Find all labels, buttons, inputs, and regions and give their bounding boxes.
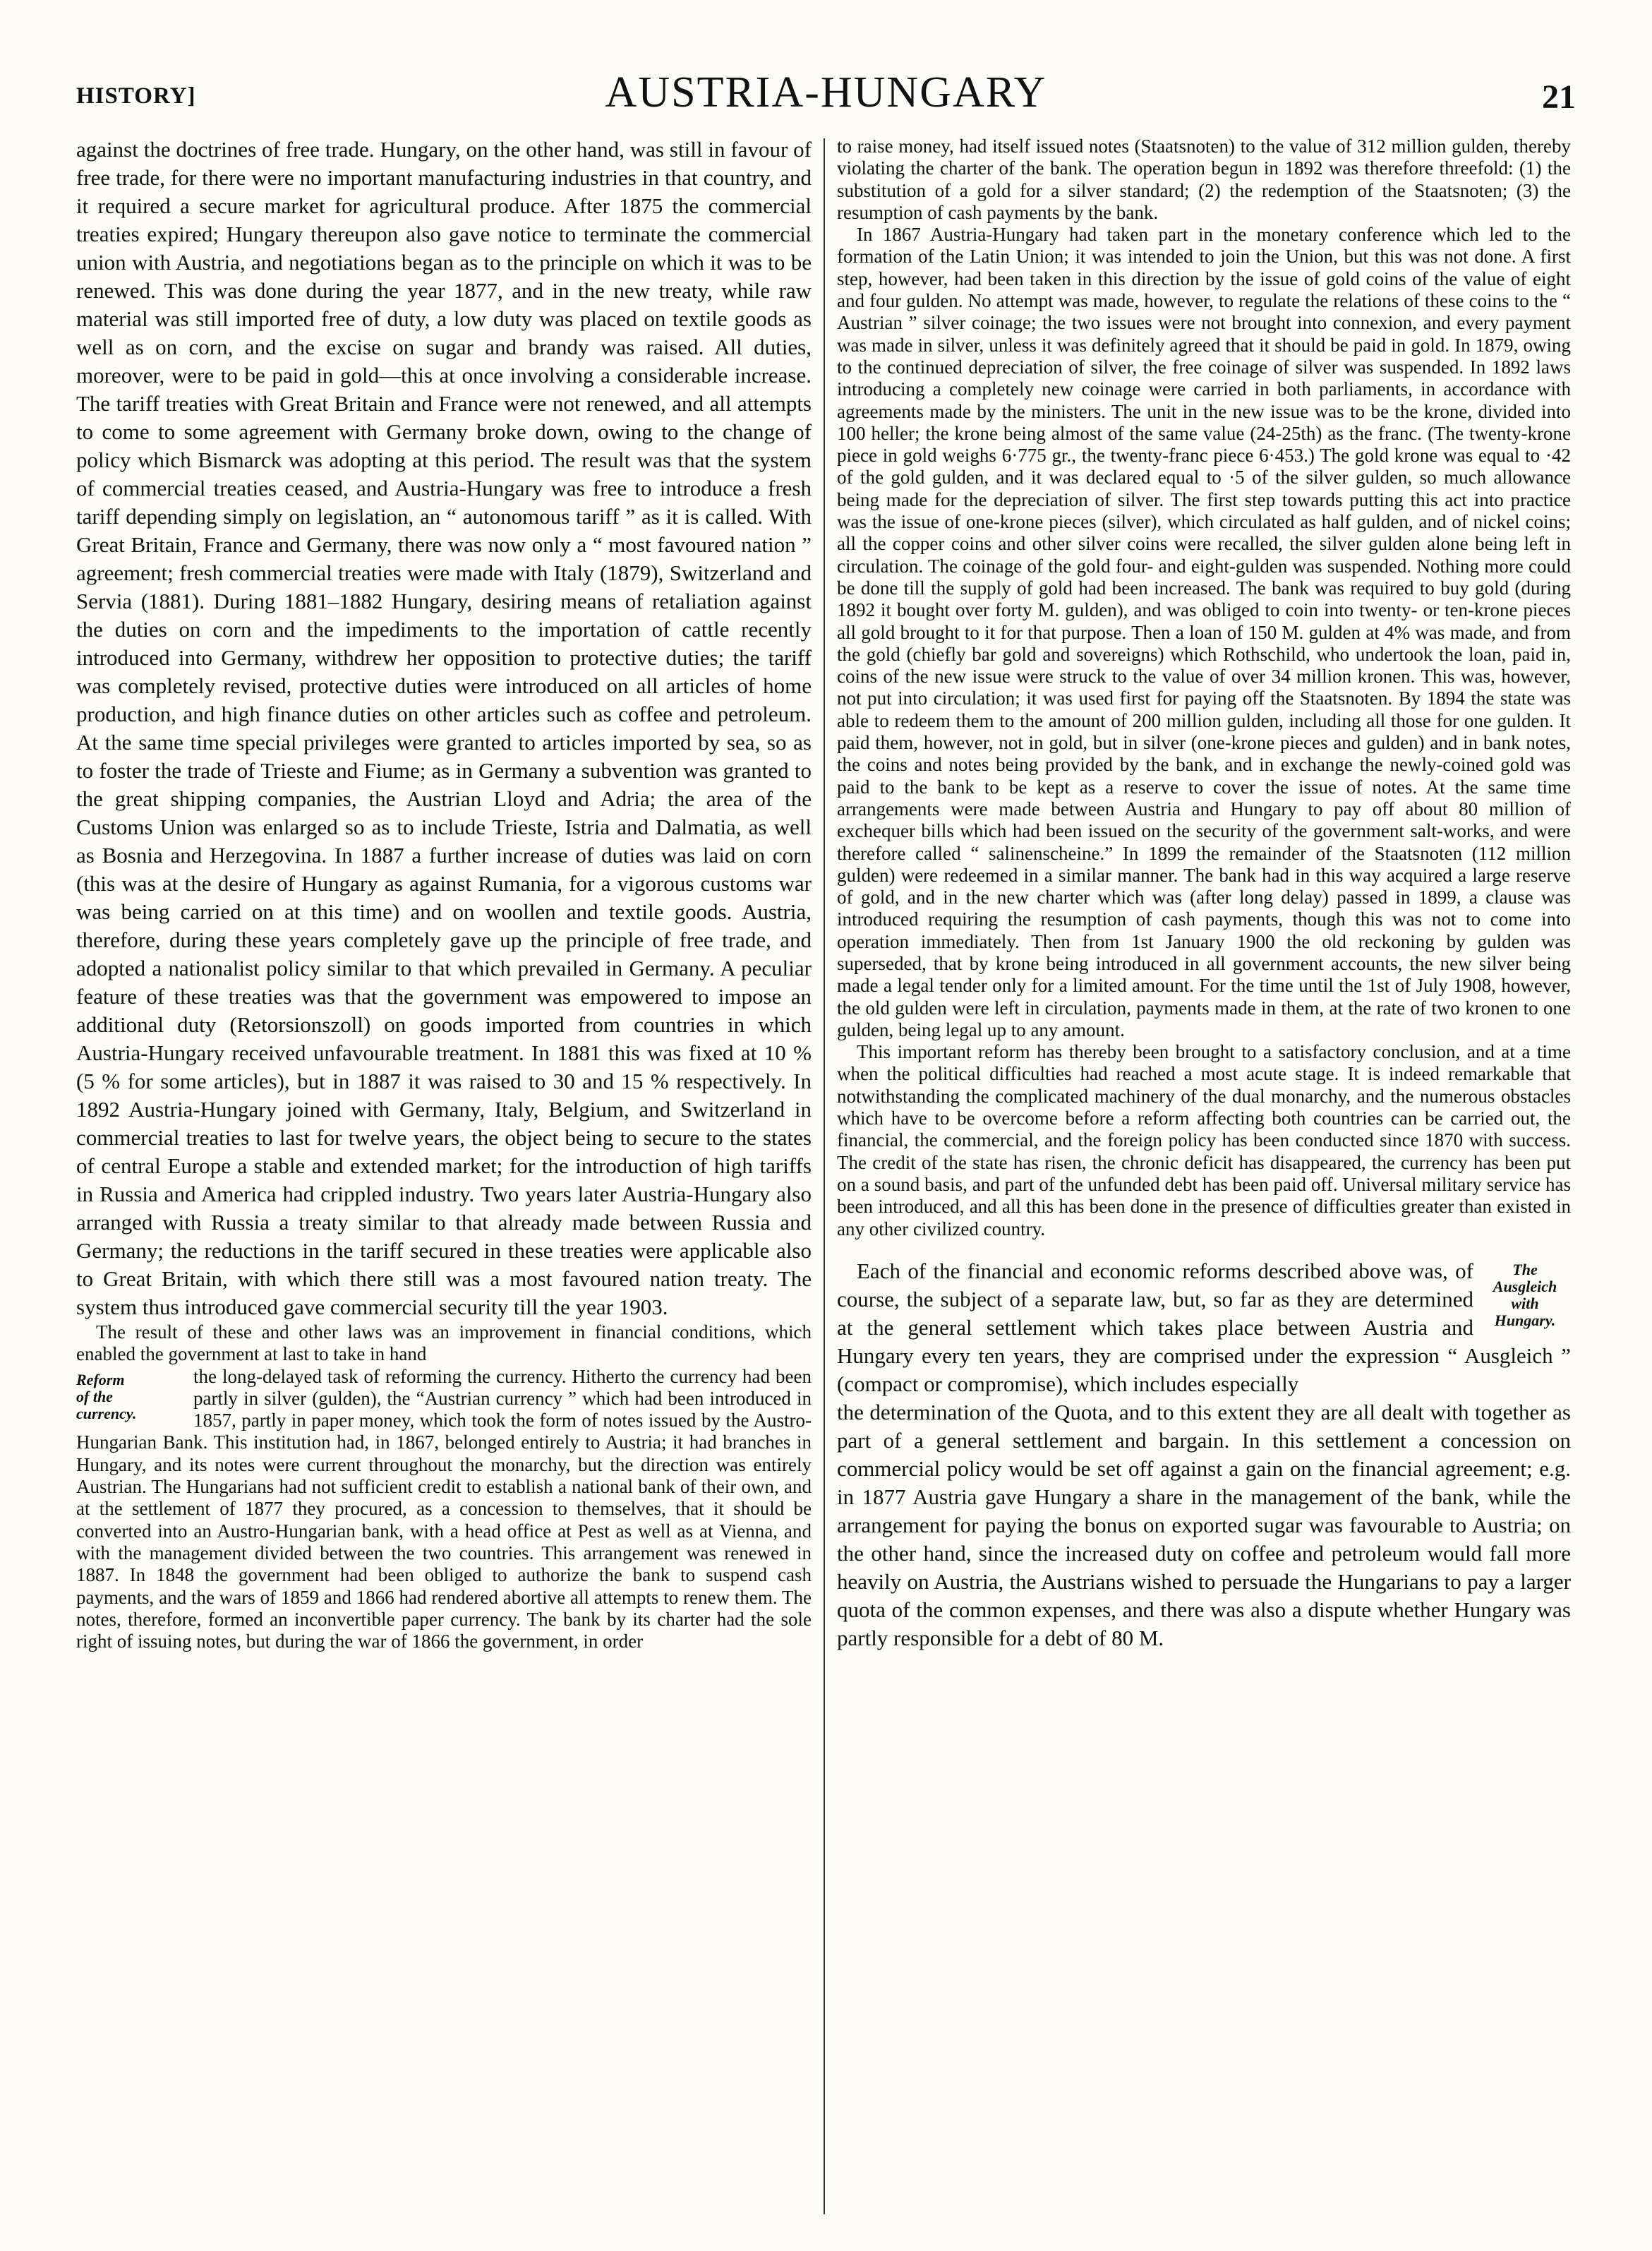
paragraph-currency-intro: The result of these and other laws was an improvement in financial conditions, which enabled the government at last to take in hand bbox=[76, 1321, 812, 1365]
paragraph-ausgleich: the determination of the Quota, and to this extent they are all dealt with together as part of a general settlement and bargain. In this settlement a concession on commercial policy would be set off against a gain on the financial agreement; e.g. in 1877 Austria gave Hungary a share in the management of the bank, while the arrangement for paying the bonus on exported sugar was favourable to Austria; on the other hand, since the increased duty on coffee and petroleum would fall more heavily on Austria, the Austrians wished to persuade the Hungarians to pay a larger quota of the common expenses, and there was also a dispute whether Hungary was partly responsible for a debt of 80 M. bbox=[837, 1399, 1571, 1650]
paragraph-ausgleich-intro: Each of the financial and economic reforms described above was, of course, the subject of a separate law, but, so far as they are determined at the general settlement which takes place between Austria and Hungary every ten years, they are comprised under the expression “ Ausgleich ” (compact or compromise), which includes especially bbox=[837, 1258, 1571, 1396]
paragraph-free-trade: against the doctrines of free trade. Hungary, on the other hand, was still in favour of free trade, for there were no important manufacturing industries in that country, and it required a secure market for agricultural produce. After 1875 the commercial treaties expired; Hungary thereupon also gave notice to terminate the commercial union with Austria, and negotiations began as to the principle on which it was to be renewed. This was done during the year 1877, and in the new treaty, while raw material was still imported free of duty, a low duty was placed on textile goods as well as on corn, and the excise on sugar and brandy was raised. All duties, moreover, were to be paid in gold—this at once involving a considerable increase. The tariff treaties with Great Britain and France were not renewed, and all attempts to come to some agreement with Germany broke down, owing to the change of policy which Bismarck was adopting at this period. The result was that the system of commercial treaties ceased, and Austria-Hungary was free to introduce a fresh tariff depending simply on legislation, an “ autonomous tariff ” as it is called. With Great Britain, France and Germany, there was now only a “ most favoured nation ” agreement; fresh commercial treaties were made with Italy (1879), Switzerland and Servia (1881). During 1881–1882 Hungary, desiring means of retaliation against the duties on corn and the impediments to the importation of cattle recently introduced into Germany, withdrew her opposition to protective duties; the tariff was completely revised, protective duties were introduced on all articles of home production, and high finance duties on other articles such as coffee and petroleum. At the same time special privileges were granted to articles imported by sea, so as to foster the trade of Trieste and Fiume; as in Germany a subvention was granted to the great shipping companies, the Austrian Lloyd and Adria; the area of the Customs Union was enlarged so as to include Trieste, Istria and Dalmatia, as well as Bosnia and Herzegovina. In 1887 a further increase of duties was laid on corn (this was at the desire of Hungary as against Rumania, for a vigorous customs war was being carried on at this time) and on woollen and textile goods. Austria, therefore, during these years completely gave up the principle of free trade, and adopted a nationalist policy similar to that which prevailed in Germany. A peculiar feature of these treaties was that the government was empowered to impose an additional duty (Retorsionszoll) on goods imported from countries in which Austria-Hungary received unfavourable treatment. In 1881 this was fixed at 10 % (5 % for some articles), but in 1887 it was raised to 30 and 15 % respectively. In 1892 Austria-Hungary joined with Germany, Italy, Belgium, and Switzerland in commercial treaties to last for twelve years, the object being to secure to the states of central Europe a stable and extended market; for the introduction of high tariffs in Russia and America had crippled industry. Two years later Austria-Hungary also arranged with Russia a treaty similar to that already made between Russia and Germany; the reductions in the tariff secured in these treaties were applicable also to Great Britain, with which there still was a most favoured nation treaty. The system thus introduced gave commercial security till the year 1903. bbox=[76, 137, 812, 1319]
section-gap bbox=[837, 1240, 1571, 1257]
paragraph-monetary-conference: In 1867 Austria-Hungary had taken part in the monetary conference which led to the formation of the Latin Union; it was intended to join the Union, but this was not done. A first step, however, had been taken in this direction by the issue of gold coins of the value of eight and four gulden. No attempt was made, however, to regulate the relations of these coins to the “ Austrian ” silver coinage; the two issues were not brought into connexion, and every payment was made in silver, unless it was definitely agreed that it should be paid in gold. In 1879, owing to the continued depreciation of silver, the free coinage of silver was suspended. In 1892 laws introducing a completely new coinage were carried in both parliaments, in accordance with agreements made by the ministers. The unit in the new issue was to be the krone, divided into 100 heller; the krone being almost of the same value (24-25th) as the franc. (The twenty-krone piece in gold weighs 6·775 gr., the twenty-franc piece 6·453.) The gold krone was equal to ·42 of the gold gulden, and it was declared equal to ·5 of the silver gulden, so much allowance being made for the depreciation of silver. The first step towards putting this act into practice was the issue of one-krone pieces (silver), which circulated as half gulden, and of nickel coins; all the copper coins and other silver coins were recalled, the silver gulden alone being left in circulation. The coinage of the gold four- and eight-gulden was suspended. Nothing more could be done till the supply of gold had been increased. The bank was required to buy gold (during 1892 it bought over forty M. gulden), and was obliged to coin into twenty- or ten-krone pieces all gold brought to it for that purpose. Then a loan of 150 M. gulden at 4% was made, and from the gold (chiefly bar gold and sovereigns) which Rothschild, who undertook the loan, paid in, coins of the new issue were struck to the value of over 34 million kronen. This was, however, not put into circulation; it was used first for paying off the Staatsnoten. By 1894 the state was able to redeem them to the amount of 200 million gulden, including all those for one gulden. It paid them, however, not in gold, but in silver (one-krone pieces and gulden) and in bank notes, the coins and notes being provided by the bank, and in exchange the newly-coined gold was paid to the bank to be kept as a reserve to cover the issue of notes. At the same time arrangements were made between Austria and Hungary to pay off about 80 million of exchequer bills which had been issued on the security of the government salt-works, and were therefore called “ salinenscheine.” In 1899 the remainder of the Staatsnoten (112 million gulden) were redeemed in a similar manner. The bank had in this way acquired a large reserve of gold, and in the new charter which was (after long delay) passed in 1899, a clause was introduced requiring the resumption of cash payments, though this was not to come into operation immediately. Then from 1st January 1900 the old reckoning by gulden was superseded, that by krone being introduced in all government accounts, the new silver being made a legal tender only for a limited amount. For the time until the 1st of July 1908, however, the old gulden were left in circulation, payments made in them, at the rate of two kronen to one gulden, being legal up to any amount. bbox=[837, 224, 1571, 1040]
page-title: AUSTRIA-HUNGARY bbox=[605, 68, 1047, 116]
sidenote-reform-currency: Reform of the currency. bbox=[76, 1370, 137, 1422]
sidenote-ausgleich: The Ausgleich with Hungary. bbox=[1493, 1260, 1557, 1329]
left-column bbox=[76, 136, 812, 2217]
paragraph-staatsnoten: to raise money, had itself issued notes (Staatsnoten) to the value of 312 million gulden, thereby violating the charter of the bank. The operation begun in 1892 was therefore threefold: (1) the substitution of a gold for a silver standard; (2) the redemption of the Staatsnoten; (3) the resumption of cash payments by the bank. bbox=[837, 136, 1571, 223]
page-number: 21 bbox=[1542, 78, 1576, 116]
paragraph-currency-reform: the long-delayed task of reforming the currency. Hitherto the currency had been partly in silver (gulden), the “Austrian currency ” which had been introduced in 1857, partly in paper money, which took the form of notes issued by the Austro-Hungarian Bank. This institution had, in 1867, belonged entirely to Austria; it had branches in Hungary, and its notes were current throughout the monarchy, but the direction was entirely Austrian. The Hungarians had not sufficient credit to establish a national bank of their own, and at the settlement of 1877 they procured, as a concession to themselves, that it should be converted into an Austro-Hungarian bank, with a head office at Pest as well as at Vienna, and with the management divided between the two countries. This arrangement was renewed in 1887. In 1848 the government had been obliged to authorize the bank to suspend cash payments, and the wars of 1859 and 1866 had rendered abortive all attempts to renew them. The notes, therefore, formed an inconvertible paper currency. The bank by its charter had the sole right of issuing notes, but during the war of 1866 the government, in order bbox=[76, 1365, 812, 1652]
running-header bbox=[76, 68, 1576, 124]
section-label: HISTORY] bbox=[76, 83, 196, 109]
paragraph-reform-conclusion: This important reform has thereby been brought to a satisfactory conclusion, and at a time when the political difficulties had reached a most acute stage. It is indeed remarkable that notwithstanding the complicated machinery of the dual monarchy, and the numerous obstacles which have to be overcome before a reform affecting both countries can be carried out, the financial, the commercial, and the foreign policy has been conducted since 1870 with success. The credit of the state has risen, the chronic deficit has disappeared, the currency has been put on a sound basis, and part of the unfunded debt has been paid off. Universal military service has been introduced, and all this has been done in the presence of difficulties greater than existed in any other civilized country. bbox=[837, 1041, 1571, 1239]
column-divider bbox=[824, 138, 825, 2214]
right-column bbox=[837, 136, 1571, 2217]
